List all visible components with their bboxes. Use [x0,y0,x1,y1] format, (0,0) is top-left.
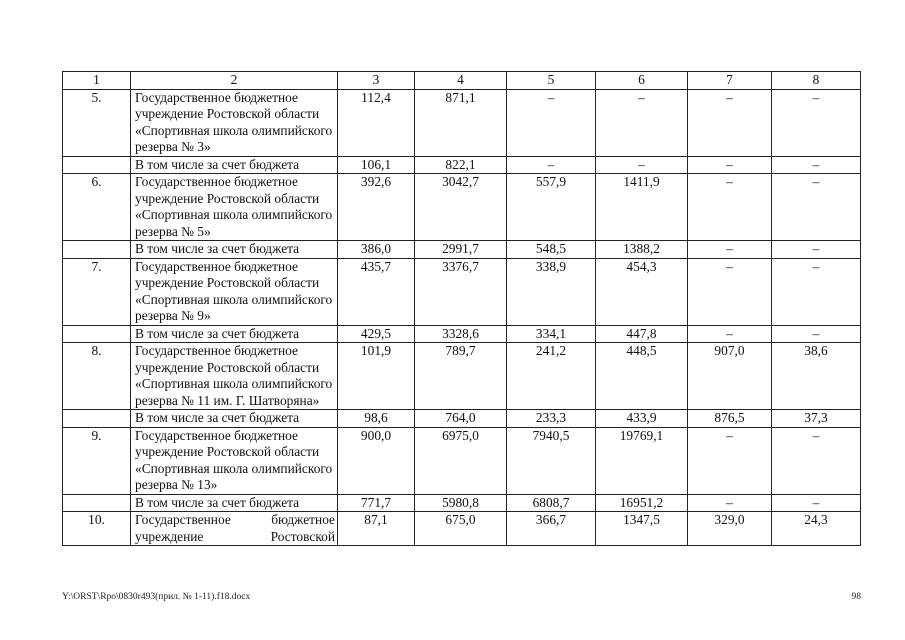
data-table [62,71,861,546]
value-cell: 7940,5 [507,427,596,494]
value-cell: 233,3 [507,410,596,428]
value-cell: 1347,5 [596,512,688,546]
header-cell: 4 [415,72,507,90]
value-cell: 329,0 [688,512,772,546]
page-number: 98 [851,592,861,602]
row-number [63,325,131,343]
row-number: 8. [63,343,131,410]
value-cell: 907,0 [688,343,772,410]
value-cell: 822,1 [415,156,507,174]
value-cell: 429,5 [338,325,415,343]
row-number [63,241,131,259]
institution-name [131,512,338,546]
value-cell: – [772,241,861,259]
row-number [63,494,131,512]
value-cell: 675,0 [415,512,507,546]
row-number: 6. [63,174,131,241]
value-cell: 334,1 [507,325,596,343]
value-cell: – [688,156,772,174]
header-cell: 8 [772,72,861,90]
value-cell: – [507,89,596,156]
value-cell: 241,2 [507,343,596,410]
value-cell: – [772,427,861,494]
value-cell: – [772,494,861,512]
budget-subtotal-label: В том числе за счет бюджета [131,241,338,259]
value-cell: 3376,7 [415,258,507,325]
value-cell: 366,7 [507,512,596,546]
header-cell: 1 [63,72,131,90]
institution-name-line: Государственное бюджетное [135,512,335,527]
table-row [63,343,861,410]
value-cell: 876,5 [688,410,772,428]
value-cell: – [688,494,772,512]
value-cell: – [688,89,772,156]
budget-subtotal-label: В том числе за счет бюджета [131,156,338,174]
value-cell: 447,8 [596,325,688,343]
value-cell: – [688,174,772,241]
value-cell: 1388,2 [596,241,688,259]
value-cell: – [688,258,772,325]
header-row [63,72,861,90]
value-cell: – [772,258,861,325]
value-cell: 106,1 [338,156,415,174]
table-row-budget-subtotal [63,156,861,174]
table-row-budget-subtotal [63,241,861,259]
value-cell: 3042,7 [415,174,507,241]
value-cell: – [596,89,688,156]
institution-name: Государственное бюджетное учреждение Ростовской области «Спортивная школа олимпийского резерва № 3» [131,89,338,156]
value-cell: 2991,7 [415,241,507,259]
value-cell: 338,9 [507,258,596,325]
value-cell: 435,7 [338,258,415,325]
value-cell: 548,5 [507,241,596,259]
value-cell: – [507,156,596,174]
value-cell: – [688,241,772,259]
budget-subtotal-label: В том числе за счет бюджета [131,410,338,428]
row-number: 5. [63,89,131,156]
header-cell: 6 [596,72,688,90]
value-cell: 392,6 [338,174,415,241]
header-cell: 7 [688,72,772,90]
value-cell: 433,9 [596,410,688,428]
budget-subtotal-label: В том числе за счет бюджета [131,325,338,343]
value-cell: – [688,427,772,494]
table-row-budget-subtotal [63,325,861,343]
row-number: 10. [63,512,131,546]
value-cell: 6808,7 [507,494,596,512]
header-cell: 2 [131,72,338,90]
table-row-budget-subtotal [63,410,861,428]
table-row [63,427,861,494]
value-cell: 6975,0 [415,427,507,494]
row-number [63,156,131,174]
value-cell: 38,6 [772,343,861,410]
table-row [63,89,861,156]
table-row [63,174,861,241]
value-cell: 112,4 [338,89,415,156]
table-row-budget-subtotal [63,494,861,512]
value-cell: 19769,1 [596,427,688,494]
value-cell: 24,3 [772,512,861,546]
value-cell: – [688,325,772,343]
value-cell: 771,7 [338,494,415,512]
institution-name: Государственное бюджетное учреждение Ростовской области «Спортивная школа олимпийского резерва № 13» [131,427,338,494]
institution-name: Государственное бюджетное учреждение Ростовской области «Спортивная школа олимпийского резерва № 5» [131,174,338,241]
value-cell: – [772,325,861,343]
value-cell: 448,5 [596,343,688,410]
value-cell: 789,7 [415,343,507,410]
table-row [63,258,861,325]
footer-file-path: Y:\ORST\Rpo\0830r493(прил. № 1-11).f18.docx [62,592,251,602]
value-cell: 764,0 [415,410,507,428]
institution-name-line: учреждение Ростовской [135,528,335,544]
header-cell: 5 [507,72,596,90]
value-cell: 454,3 [596,258,688,325]
value-cell: 16951,2 [596,494,688,512]
institution-name: Государственное бюджетное учреждение Ростовской области «Спортивная школа олимпийского резерва № 11 им. Г. Шатворяна» [131,343,338,410]
value-cell: 37,3 [772,410,861,428]
table-row [63,512,861,546]
value-cell: 1411,9 [596,174,688,241]
header-cell: 3 [338,72,415,90]
row-number: 7. [63,258,131,325]
value-cell: 101,9 [338,343,415,410]
value-cell: 871,1 [415,89,507,156]
row-number [63,410,131,428]
row-number: 9. [63,427,131,494]
value-cell: – [772,174,861,241]
value-cell: 900,0 [338,427,415,494]
value-cell: 5980,8 [415,494,507,512]
institution-name: Государственное бюджетное учреждение Ростовской области «Спортивная школа олимпийского резерва № 9» [131,258,338,325]
budget-subtotal-label: В том числе за счет бюджета [131,494,338,512]
value-cell: – [596,156,688,174]
value-cell: – [772,89,861,156]
value-cell: 557,9 [507,174,596,241]
value-cell: 3328,6 [415,325,507,343]
value-cell: 98,6 [338,410,415,428]
value-cell: – [772,156,861,174]
value-cell: 386,0 [338,241,415,259]
value-cell: 87,1 [338,512,415,546]
